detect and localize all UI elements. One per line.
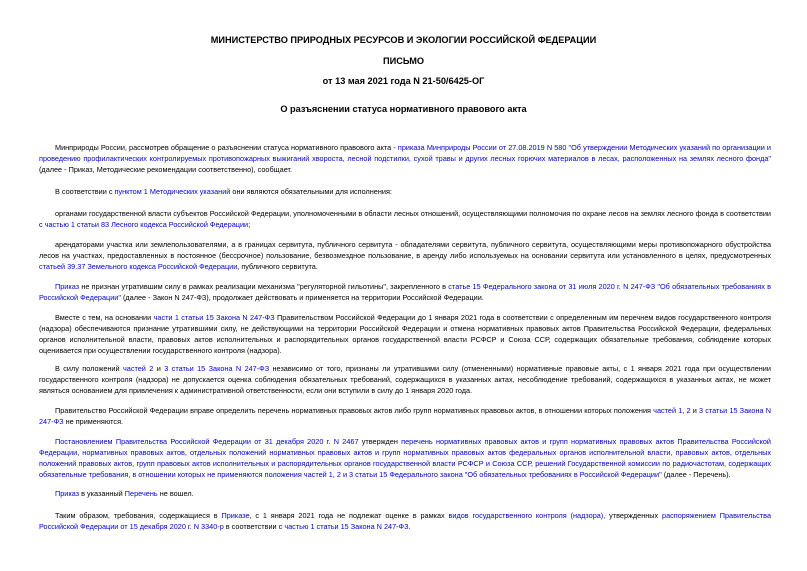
paragraph-text: в указанный — [79, 489, 125, 498]
paragraph-text: Минприроды России, рассмотрев обращение о разъяснении статуса нормативного правового акта - — [55, 143, 398, 152]
paragraph-text: и — [690, 406, 699, 415]
paragraph-obligation — [39, 186, 771, 197]
paragraph-government-right — [39, 405, 771, 427]
document-link[interactable]: частью 1 статьи 15 Закона N 247-ФЗ — [284, 522, 409, 531]
paragraph-tenants — [39, 239, 771, 272]
paragraph-text: независимо от того, признаны ли утратившими силу (отмененными) нормативные правовые акты, с 1 января 2021 года при осуществлении государственного контроля (надзора) не допускается оценка соблюдения обязательных требований, содержащихся в указанных актах, несоблюдение требований, содержащихся в указанных актах, не может являться основанием для привлечения к административной ответственности, если они вступили в силу до 1 января 2020 года. — [39, 364, 771, 395]
ministry-heading: МИНИСТЕРСТВО ПРИРОДНЫХ РЕСУРСОВ И ЭКОЛОГИИ РОССИЙСКОЙ ФЕДЕРАЦИИ — [210, 35, 597, 45]
paragraph-text: утвержден — [358, 437, 402, 446]
paragraph-text: (далее - Приказ, Методические рекомендации соответственно), сообщает. — [39, 165, 293, 174]
document-link[interactable]: Приказе — [221, 511, 250, 520]
document-link[interactable]: части 1 статьи 15 Закона N 247-ФЗ — [153, 313, 275, 322]
document-link[interactable]: перечень нормативных правовых актов и групп нормативных правовых актов Правительства Российской Федерации, нормативных правовых актов, отдельных положений нормативных правовых актов и групп нормативных правовых актов федеральных органов исполнительной власти, правовых актов, отдельных положений правовых актов, групп правовых актов исполнительных и распорядительных органов государственной власти РСФСР и Союза ССР, решений Государственной комиссии по радиочастотам, содержащих обязательные требования, в отношении которых не применяются положения частей 1, 2 и 3 статьи 15 Федерального закона "Об обязательных требованиях в Российской Федерации" — [39, 437, 771, 479]
document-link[interactable]: 2 — [686, 406, 691, 415]
document-link[interactable]: приказа Минприроды России от 27.08.2019 N 580 "Об утверждении Методических указаний по организации и проведению профилактических контролируемых противопожарных выжиганий хвороста, лесной подстилки, сухой травы и других лесных горючих материалов в лесах, расположенных на землях лесного фонда" — [39, 143, 771, 163]
paragraph-text: В силу положений — [55, 364, 123, 373]
paragraph-authorities — [39, 208, 771, 230]
document-link[interactable]: частей 2 — [122, 364, 154, 373]
paragraph-intro — [39, 142, 771, 175]
document-link[interactable]: частей 1 — [653, 406, 683, 415]
paragraph-text: не применяются. — [63, 417, 124, 426]
document-type: ПИСЬМО — [382, 56, 425, 66]
document-link[interactable]: частью 1 статьи 83 Лесного кодекса Российской Федерации — [44, 220, 249, 229]
paragraph-text: В соответствии с — [55, 187, 115, 196]
paragraph-text: , утвержденных — [603, 511, 663, 520]
document-link[interactable]: пунктом 1 Методических указаний — [114, 187, 231, 196]
document-link[interactable]: статье 15 Федерального закона от 31 июля 2020 г. N 247-ФЗ "Об обязательных требованиях в Российской Федерации" — [39, 282, 771, 302]
document-title: О разъяснении статуса нормативного правового акта — [280, 104, 527, 114]
paragraph-text: Вместе с тем, на основании — [55, 313, 154, 322]
paragraph-text: ; — [248, 220, 251, 229]
paragraph-text: , с 1 января 2021 года не подлежат оценке в рамках — [249, 511, 449, 520]
document-link[interactable]: распоряжением Правительства Российской Федерации от 15 декабря 2020 г. N 3340-р — [39, 511, 771, 531]
paragraph-not-included — [39, 488, 771, 499]
paragraph-text: Правительство Российской Федерации вправе определить перечень нормативных правовых актов либо групп нормативных правовых актов, в отношении которых положения — [55, 406, 654, 415]
document-link[interactable]: статьей 39.37 Земельного кодекса Российской Федерации — [39, 262, 238, 271]
paragraph-text: не вошел. — [157, 489, 194, 498]
paragraph-text: в соответствии с — [223, 522, 285, 531]
paragraph-resolution-list — [39, 436, 771, 480]
document-link[interactable]: Постановлением Правительства Российской Федерации от 31 декабря 2020 г. N 2467 — [55, 437, 359, 446]
document-date-number: от 13 мая 2021 года N 21-50/6425-ОГ — [322, 76, 485, 86]
document-link[interactable]: Приказ — [55, 282, 80, 291]
paragraph-text: арендаторами участка или землепользователями, а в границах сервитута, публичного сервитута - обладателями сервитута, публичного сервитута, осуществляющими меры противопожарного обустройства лесов на участках, предоставленных в постоянное (бессрочное) пользование, безвозмездное пользование, в аренду либо используемых на основании сервитута или установленного в целях, предусмотренных — [39, 240, 771, 260]
document-link[interactable]: Перечень — [124, 489, 158, 498]
paragraph-text: (далее - Перечень). — [661, 470, 731, 479]
paragraph-parts-two-three — [39, 363, 771, 396]
paragraph-text: они являются обязательными для исполнения: — [230, 187, 392, 196]
paragraph-order-status — [39, 281, 771, 303]
paragraph-text: . — [408, 522, 411, 531]
paragraph-text: органами государственной власти субъектов Российской Федерации, уполномоченными в области лесных отношений, осуществляющими полномочия по охране лесов на землях лесного фонда в соответствии с — [39, 209, 771, 229]
paragraph-text: и — [153, 364, 165, 373]
paragraph-conclusion — [39, 510, 771, 532]
paragraph-text: (далее - Закон N 247-ФЗ), продолжает действовать и применяется на территории Российской Федерации. — [120, 293, 484, 302]
document-link[interactable]: видов государственного контроля (надзора) — [448, 511, 604, 520]
paragraph-text: не признан утратившим силу в рамках реализации механизма "регуляторной гильотины", закрепленного в — [79, 282, 449, 291]
document-link[interactable]: 3 статьи 15 Закона N 247-ФЗ — [164, 364, 270, 373]
document-link[interactable]: Приказ — [55, 489, 80, 498]
paragraph-text: , публичного сервитута. — [237, 262, 318, 271]
paragraph-text: Правительством Российской Федерации до 1 января 2021 года в соответствии с определенным им перечнем видов государственного контроля (надзора) обеспечиваются признание утратившими силу, не действующими на территории Российской Федерации и отмена нормативных правовых актов Правительства Российской Федерации, федеральных органов исполнительной власти, правовых актов исполнительных и распорядительных органов государственной власти РСФСР и Союза ССР, содержащих обязательные требования, соблюдение которых оценивается при осуществлении государственного контроля (надзора). — [39, 313, 772, 355]
document-link[interactable]: 3 статьи 15 Закона N 247-ФЗ — [39, 406, 772, 426]
paragraph-text: , — [682, 406, 687, 415]
paragraph-part-one — [39, 312, 771, 356]
paragraph-text: Таким образом, требования, содержащиеся в — [55, 511, 222, 520]
